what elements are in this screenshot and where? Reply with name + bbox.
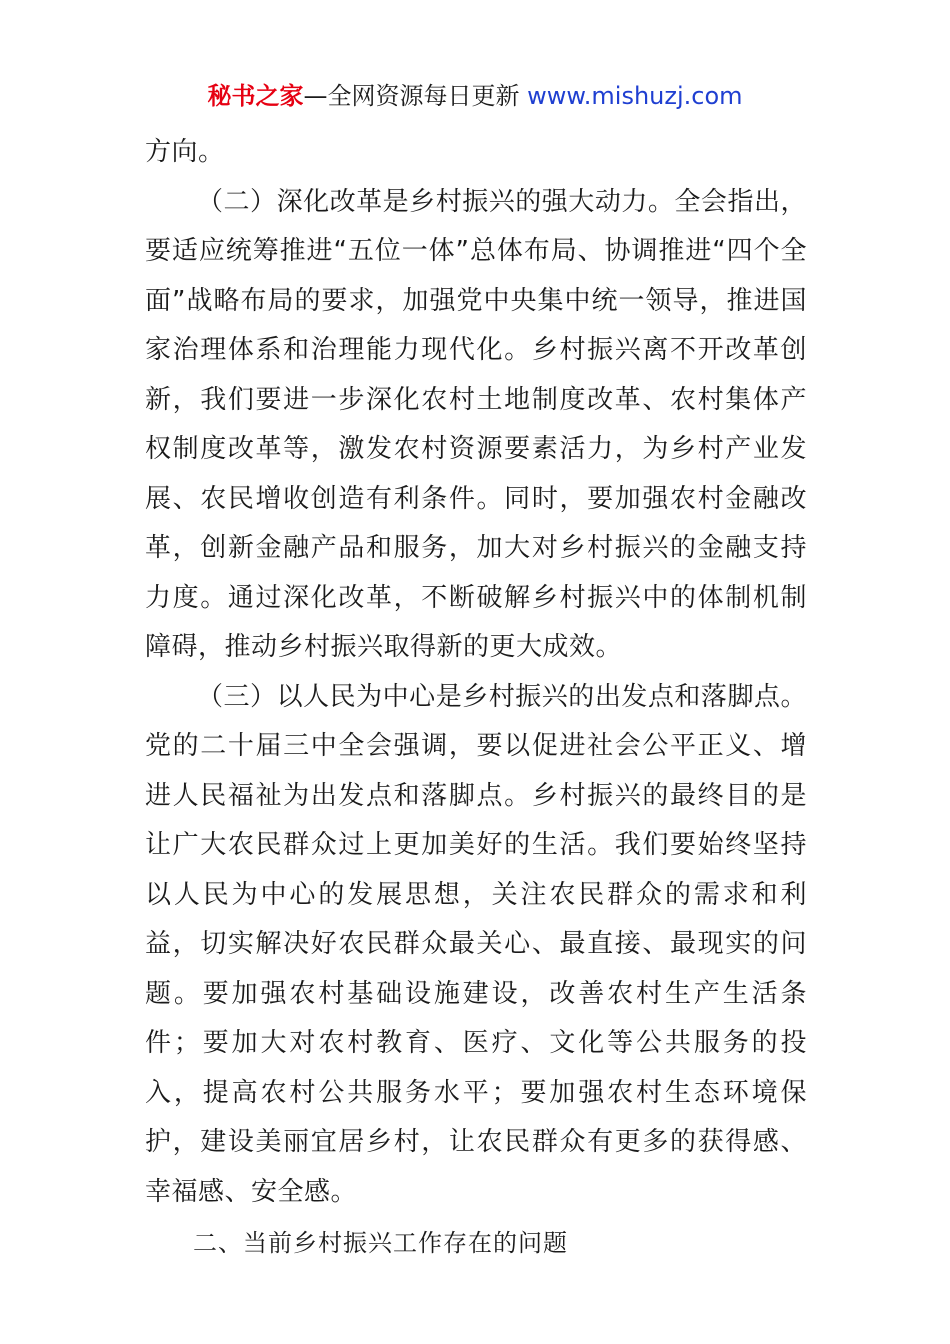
site-brand: 秘书之家	[207, 82, 304, 110]
paragraph-people-centered: （三）以人民为中心是乡村振兴的出发点和落脚点。党的二十届三中全会强调，要以促进社会公平正义、增进人民福祉为出发点和落脚点。乡村振兴的最终目的是让广大农民群众过上更加美好的生活。我们要始终坚持以人民为中心的发展思想，关注农民群众的需求和利益，切实解决好农民群众最关心、最直接、最现实的问题。要加强农村基础设施建设，改善农村生产生活条件；要加大对农村教育、医疗、文化等公共服务的投入，提高农村公共服务水平；要加强农村生态环境保护，建设美丽宜居乡村，让农民群众有更多的获得感、幸福感、安全感。	[145, 681, 807, 1207]
section-heading: 二、当前乡村振兴工作存在的问题	[193, 1229, 568, 1257]
document-body	[145, 128, 807, 1269]
site-header	[0, 78, 950, 114]
paragraph-reform: （二）深化改革是乡村振兴的强大动力。全会指出，要适应统筹推进“五位一体”总体布局、协调推进“四个全面”战略布局的要求，加强党中央集中统一领导，推进国家治理体系和治理能力现代化。乡村振兴离不开改革创新，我们要进一步深化农村土地制度改革、农村集体产权制度改革等，激发农村资源要素活力，为乡村产业发展、农民增收创造有利条件。同时，要加强农村金融改革，创新金融产品和服务，加大对乡村振兴的金融支持力度。通过深化改革，不断破解乡村振兴中的体制机制障碍，推动乡村振兴取得新的更大成效。	[145, 186, 807, 662]
site-tagline: —全网资源每日更新	[303, 82, 528, 110]
paragraph-continuation: 方向。	[145, 137, 225, 167]
site-url-link[interactable]: www.mishuzj.com	[527, 82, 743, 110]
